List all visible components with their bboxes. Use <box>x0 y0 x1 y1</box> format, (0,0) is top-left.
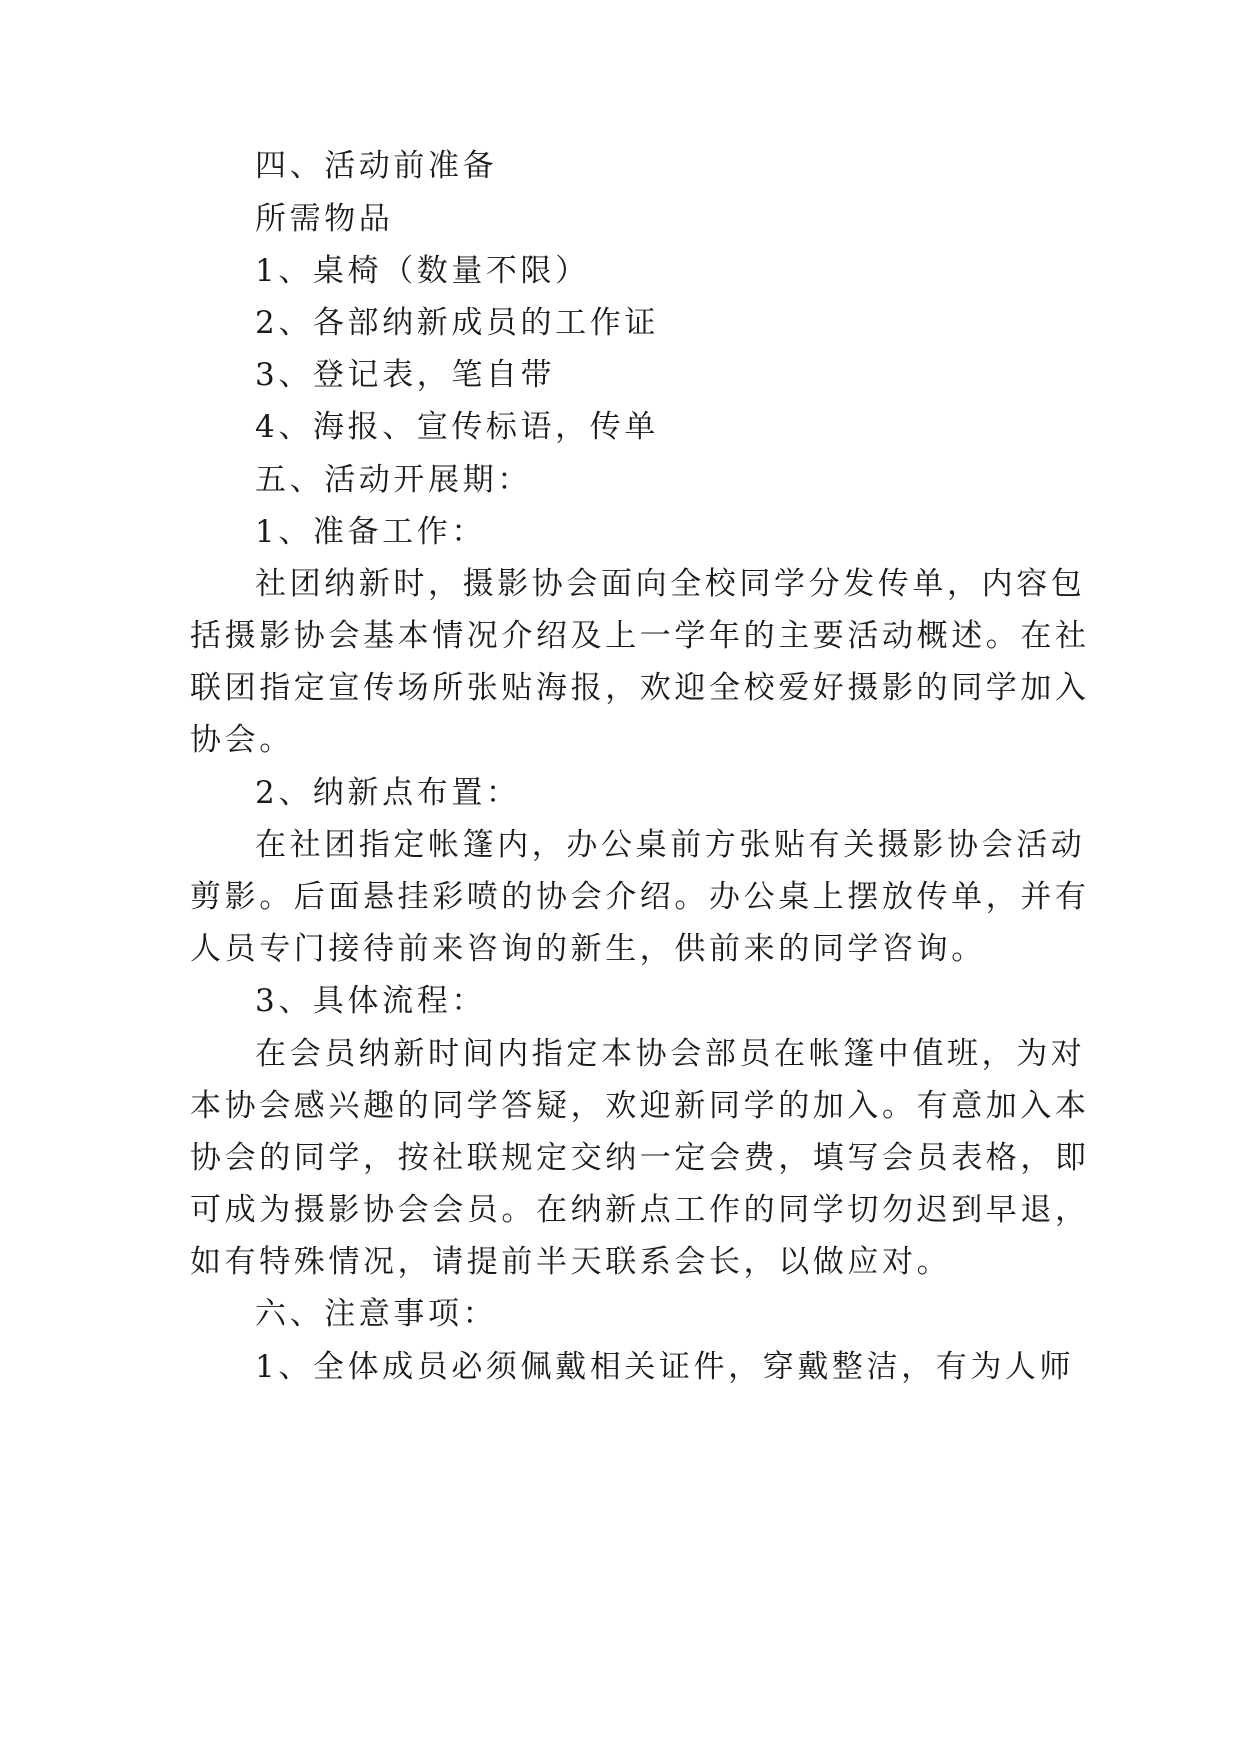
paragraph-line: 在社团指定帐篷内，办公桌前方张贴有关摄影协会活动 <box>255 827 1086 863</box>
paragraph-line: 剪影。后面悬挂彩喷的协会介绍。办公桌上摆放传单，并有 <box>190 879 1090 915</box>
paragraph-line: 协会。 <box>190 722 294 758</box>
paragraph-line: 社团纳新时，摄影协会面向全校同学分发传单，内容包 <box>255 566 1086 602</box>
list-item: 2、各部纳新成员的工作证 <box>255 305 659 341</box>
subheading: 3、具体流程： <box>255 983 486 1019</box>
subheading: 1、准备工作： <box>255 514 486 550</box>
paragraph-line: 括摄影协会基本情况介绍及上一学年的主要活动概述。在社 <box>190 618 1090 654</box>
paragraph-line: 如有特殊情况，请提前半天联系会长，以做应对。 <box>190 1244 952 1280</box>
paragraph-line: 协会的同学，按社联规定交纳一定会费，填写会员表格，即 <box>190 1140 1090 1176</box>
paragraph-line: 本协会感兴趣的同学答疑，欢迎新同学的加入。有意加入本 <box>190 1088 1090 1124</box>
paragraph-line: 可成为摄影协会会员。在纳新点工作的同学切勿迟到早退， <box>190 1192 1090 1228</box>
list-item: 4、海报、宣传标语，传单 <box>255 409 659 445</box>
list-item: 1、桌椅（数量不限） <box>255 253 590 289</box>
subheading: 2、纳新点布置： <box>255 775 521 811</box>
paragraph-line: 人员专门接待前来咨询的新生，供前来的同学咨询。 <box>190 931 986 967</box>
section-heading-6: 六、注意事项： <box>255 1296 498 1332</box>
subheading-items: 所需物品 <box>255 201 394 237</box>
paragraph-line: 联团指定宣传场所张贴海报，欢迎全校爱好摄影的同学加入 <box>190 670 1090 706</box>
paragraph-line: 在会员纳新时间内指定本协会部员在帐篷中值班，为对 <box>255 1036 1086 1072</box>
list-item: 1、全体成员必须佩戴相关证件，穿戴整洁，有为人师 <box>255 1349 1075 1385</box>
section-heading-4: 四、活动前准备 <box>255 148 498 184</box>
list-item: 3、登记表，笔自带 <box>255 357 556 393</box>
section-heading-5: 五、活动开展期： <box>255 462 532 498</box>
